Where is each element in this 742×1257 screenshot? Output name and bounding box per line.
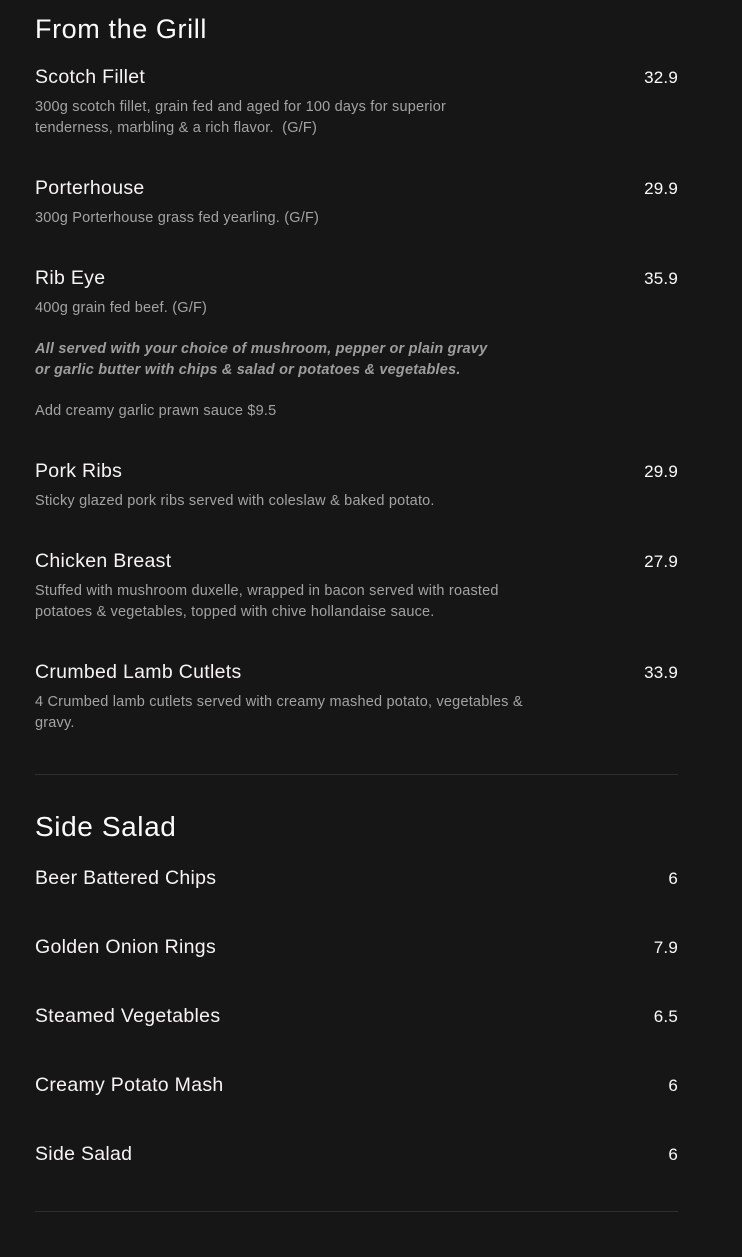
menu-item-porterhouse xyxy=(35,175,678,229)
menu-item-pork-ribs xyxy=(35,458,678,512)
menu-item-crumbed-lamb-cutlets xyxy=(35,659,678,734)
section-sides xyxy=(35,809,678,1168)
menu-item-steamed-vegetables xyxy=(35,1003,678,1030)
item-description: 4 Crumbed lamb cutlets served with creamy mashed potato, vegetables & gravy. xyxy=(35,694,523,731)
item-header xyxy=(35,458,678,485)
item-price: 35.9 xyxy=(644,269,678,288)
item-description: Sticky glazed pork ribs served with coleslaw & baked potato. xyxy=(35,493,435,509)
menu-item-chicken-breast xyxy=(35,548,678,623)
item-price: 33.9 xyxy=(644,663,678,682)
item-price: 29.9 xyxy=(644,462,678,481)
menu-item-side-salad xyxy=(35,1141,678,1168)
item-price: 29.9 xyxy=(644,179,678,198)
item-name: Creamy Potato Mash xyxy=(35,1074,224,1096)
item-price: 7.9 xyxy=(653,938,678,957)
menu-item-golden-onion-rings xyxy=(35,934,678,961)
section-divider-bottom xyxy=(35,1211,678,1212)
item-price: 6 xyxy=(668,1076,678,1095)
item-name: Side Salad xyxy=(35,1143,133,1165)
section-title-grill: From the Grill xyxy=(35,14,207,44)
section-grill xyxy=(35,12,678,734)
item-price: 27.9 xyxy=(644,552,678,571)
item-name: Beer Battered Chips xyxy=(35,867,217,889)
item-description: Stuffed with mushroom duxelle, wrapped in bacon served with roasted potatoes & vegetables, topped with chive hollandaise sauce. xyxy=(35,583,499,620)
item-name: Crumbed Lamb Cutlets xyxy=(35,661,242,683)
item-description: 400g grain fed beef. (G/F) xyxy=(35,300,208,316)
section-divider xyxy=(35,774,678,775)
item-price: 6.5 xyxy=(653,1007,678,1026)
item-name: Pork Ribs xyxy=(35,460,123,482)
item-price: 6 xyxy=(668,869,678,888)
item-header xyxy=(35,175,678,202)
served-with-note: All served with your choice of mushroom, pepper or plain gravy or garlic butter with chips & salad or potatoes & vegetables. xyxy=(35,341,488,378)
item-name: Golden Onion Rings xyxy=(35,936,217,958)
item-price: 6 xyxy=(668,1145,678,1164)
item-price: 32.9 xyxy=(644,68,678,87)
item-name: Steamed Vegetables xyxy=(35,1005,221,1027)
menu-item-beer-battered-chips xyxy=(35,865,678,892)
menu-item-scotch-fillet xyxy=(35,64,678,139)
menu-item-rib-eye xyxy=(35,265,678,319)
menu-item-creamy-potato-mash xyxy=(35,1072,678,1099)
item-name: Rib Eye xyxy=(35,267,106,289)
item-header xyxy=(35,265,678,292)
item-name: Scotch Fillet xyxy=(35,66,146,88)
item-header xyxy=(35,659,678,686)
item-header xyxy=(35,64,678,91)
addon-sauce-note: Add creamy garlic prawn sauce $9.5 xyxy=(35,403,277,419)
item-description: 300g Porterhouse grass fed yearling. (G/F) xyxy=(35,210,320,226)
item-name: Chicken Breast xyxy=(35,550,172,572)
item-name: Porterhouse xyxy=(35,177,145,199)
item-description: 300g scotch fillet, grain fed and aged for 100 days for superior tenderness, marbling & a rich flavor. (G/F) xyxy=(35,99,446,136)
item-header xyxy=(35,548,678,575)
section-title-sides: Side Salad xyxy=(35,811,177,842)
